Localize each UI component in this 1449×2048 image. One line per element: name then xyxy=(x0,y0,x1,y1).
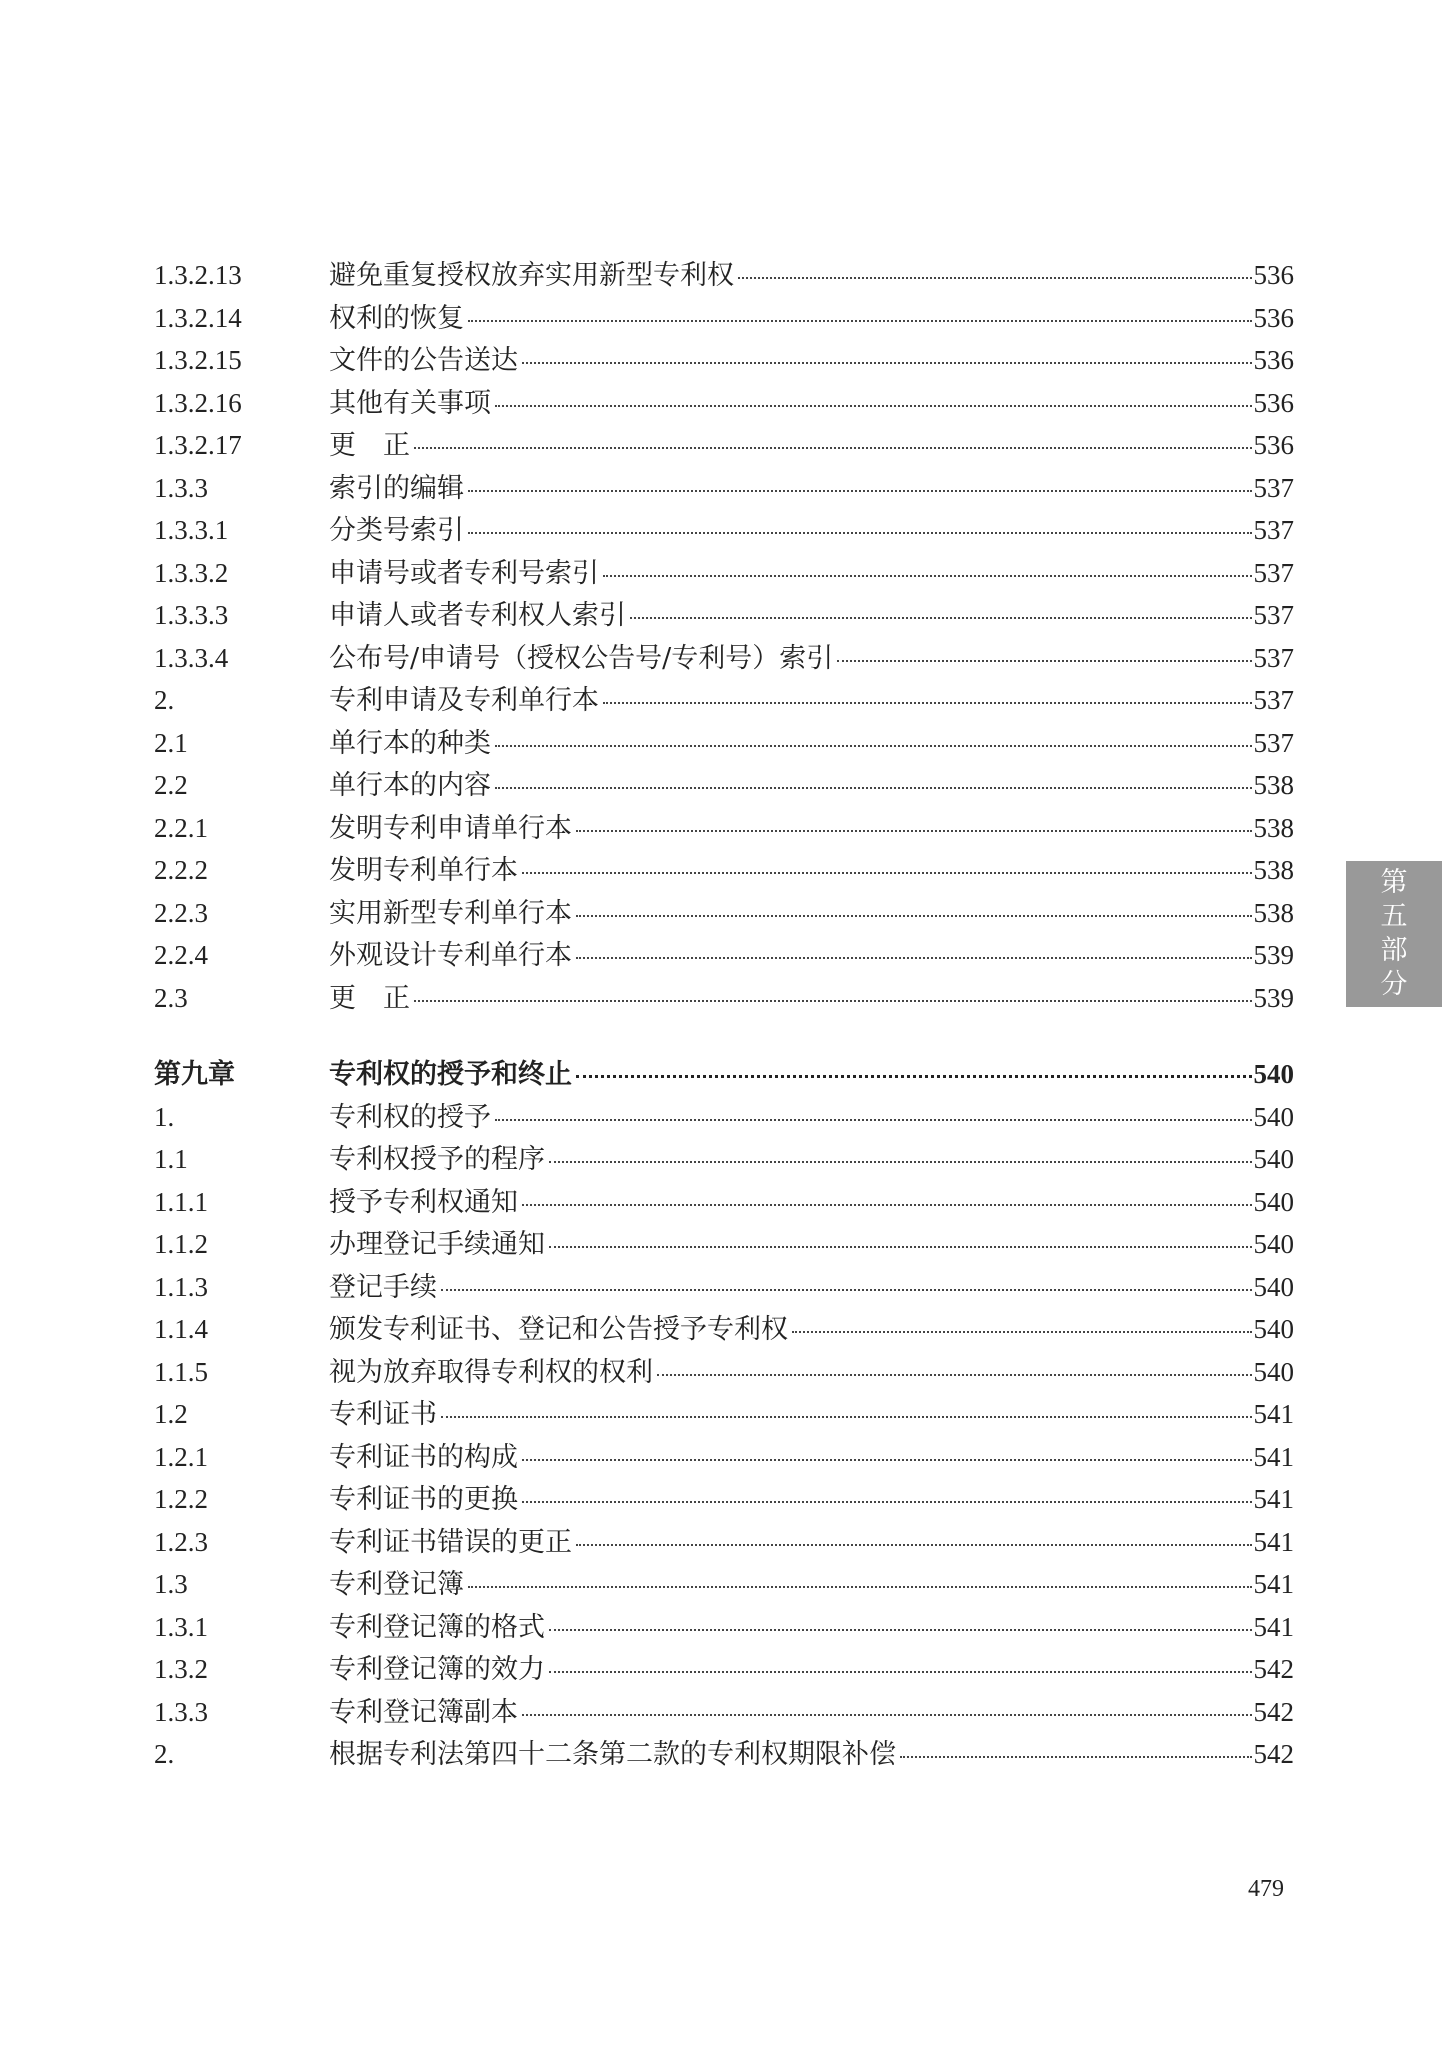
toc-dot-leader xyxy=(837,660,1251,662)
toc-dot-leader xyxy=(495,1119,1252,1121)
toc-dot-leader xyxy=(522,1459,1252,1461)
toc-section-title: 专利证书 xyxy=(329,1399,437,1430)
toc-row xyxy=(154,637,1294,680)
toc-page-number: 541 xyxy=(1253,1399,1294,1429)
toc-section-number: 1.2 xyxy=(154,1399,188,1429)
toc-dot-leader xyxy=(495,787,1252,789)
toc-section-number: 1. xyxy=(154,1101,175,1132)
toc-dot-leader xyxy=(522,362,1252,364)
toc-section-title: 登记手续 xyxy=(329,1271,437,1303)
toc-row xyxy=(154,764,1294,807)
toc-page-number: 540 xyxy=(1253,1356,1294,1387)
toc-section-title: 发明专利单行本 xyxy=(329,855,518,886)
toc-page-number: 540 xyxy=(1253,1101,1294,1132)
toc-section-title: 申请号或者专利号索引 xyxy=(329,557,599,589)
toc-row xyxy=(154,1478,1294,1521)
toc-section-number: 第九章 xyxy=(154,1059,235,1089)
table-of-contents xyxy=(154,254,1294,1776)
toc-section-number: 1.3.2.17 xyxy=(154,430,242,460)
toc-section-number: 1.3.2.14 xyxy=(154,302,242,333)
side-tab-char: 分 xyxy=(1380,969,1408,1000)
toc-section-title: 视为放弃取得专利权的权利 xyxy=(329,1356,653,1388)
toc-section-number: 1.3.2.15 xyxy=(154,345,242,375)
toc-page-number: 538 xyxy=(1253,770,1294,800)
toc-row xyxy=(154,1393,1294,1436)
toc-section-number: 2.2.3 xyxy=(154,897,208,928)
toc-section-number: 2. xyxy=(154,1739,175,1769)
toc-page-number: 537 xyxy=(1253,642,1294,673)
toc-section-number: 1.3.3 xyxy=(154,1696,208,1727)
toc-section-number: 1.1 xyxy=(154,1144,188,1174)
toc-row xyxy=(154,1223,1294,1266)
toc-section-title: 权利的恢复 xyxy=(329,302,464,334)
toc-section-number: 1.1.1 xyxy=(154,1186,208,1217)
toc-page-number: 536 xyxy=(1253,302,1294,333)
toc-row xyxy=(154,1691,1294,1734)
toc-row xyxy=(154,1308,1294,1351)
toc-section-title: 专利权的授予和终止 xyxy=(329,1059,572,1090)
toc-page-number: 537 xyxy=(1253,472,1294,503)
toc-section-number: 1.3.3.1 xyxy=(154,515,229,545)
toc-dot-leader xyxy=(576,830,1252,832)
toc-dot-leader xyxy=(522,1501,1252,1503)
toc-section-number: 1.3.1 xyxy=(154,1611,208,1642)
toc-page-number: 540 xyxy=(1253,1186,1294,1217)
toc-page-number: 536 xyxy=(1253,260,1294,290)
toc-dot-leader xyxy=(441,1289,1252,1291)
toc-dot-leader xyxy=(738,277,1252,279)
toc-section-number: 1.3.2.13 xyxy=(154,260,242,290)
toc-dot-leader xyxy=(495,745,1252,747)
toc-row xyxy=(154,339,1294,382)
toc-row xyxy=(154,424,1294,467)
toc-section-title: 单行本的种类 xyxy=(329,727,491,759)
toc-row xyxy=(154,892,1294,935)
toc-section-number: 2.2.2 xyxy=(154,855,208,885)
toc-section-number: 2. xyxy=(154,685,175,715)
toc-section-title: 办理登记手续通知 xyxy=(329,1229,545,1260)
toc-page-number: 538 xyxy=(1253,897,1294,928)
toc-dot-leader xyxy=(522,1714,1252,1716)
toc-section-number: 2.2.4 xyxy=(154,940,208,970)
toc-section-number: 2.3 xyxy=(154,982,188,1013)
toc-dot-leader xyxy=(576,1544,1252,1546)
toc-dot-leader xyxy=(468,320,1252,322)
toc-dot-leader xyxy=(576,1075,1252,1078)
toc-dot-leader xyxy=(657,1374,1252,1376)
toc-section-number: 1.2.1 xyxy=(154,1441,208,1472)
toc-section-title: 更 正 xyxy=(329,982,410,1014)
toc-dot-leader xyxy=(549,1161,1252,1163)
toc-dot-leader xyxy=(603,575,1252,577)
toc-dot-leader xyxy=(414,447,1252,449)
toc-section-number: 1.3.3.4 xyxy=(154,642,229,673)
toc-row xyxy=(154,1648,1294,1691)
toc-section-number: 1.3.3 xyxy=(154,472,208,503)
toc-page-number: 540 xyxy=(1253,1144,1294,1174)
toc-section-title: 专利证书的构成 xyxy=(329,1441,518,1473)
toc-dot-leader xyxy=(900,1756,1252,1758)
toc-page-number: 539 xyxy=(1253,940,1294,970)
toc-row xyxy=(154,297,1294,340)
toc-row xyxy=(154,722,1294,765)
toc-page-number: 541 xyxy=(1253,1441,1294,1472)
toc-page-number: 541 xyxy=(1253,1569,1294,1599)
toc-section-title: 专利证书错误的更正 xyxy=(329,1526,572,1558)
toc-section-number: 2.2 xyxy=(154,770,188,800)
toc-row xyxy=(154,594,1294,637)
toc-section-title: 专利申请及专利单行本 xyxy=(329,685,599,716)
toc-dot-leader xyxy=(468,490,1252,492)
toc-page-number: 536 xyxy=(1253,345,1294,375)
toc-section-title: 授予专利权通知 xyxy=(329,1186,518,1218)
toc-page-number: 537 xyxy=(1253,557,1294,588)
toc-row xyxy=(154,679,1294,722)
toc-row xyxy=(154,1351,1294,1394)
toc-row xyxy=(154,849,1294,892)
toc-section-title: 专利登记簿的格式 xyxy=(329,1611,545,1643)
toc-section-title: 专利登记簿 xyxy=(329,1569,464,1600)
toc-page-number: 541 xyxy=(1253,1611,1294,1642)
toc-dot-leader xyxy=(414,1000,1252,1002)
toc-section-title: 专利权的授予 xyxy=(329,1101,491,1133)
toc-section-number: 2.1 xyxy=(154,727,188,758)
toc-section-number: 1.1.5 xyxy=(154,1356,208,1387)
toc-page-number: 536 xyxy=(1253,387,1294,418)
toc-section-number: 1.1.4 xyxy=(154,1314,208,1344)
toc-dot-leader xyxy=(549,1246,1252,1248)
toc-section-number: 1.2.3 xyxy=(154,1526,208,1557)
toc-dot-leader xyxy=(792,1331,1252,1333)
toc-page-number: 541 xyxy=(1253,1526,1294,1557)
toc-section-number: 1.3.2.16 xyxy=(154,387,242,418)
toc-row xyxy=(154,1181,1294,1224)
toc-dot-leader xyxy=(468,1586,1252,1588)
toc-row xyxy=(154,1563,1294,1606)
toc-section-number: 1.1.2 xyxy=(154,1229,208,1259)
section-side-tab xyxy=(1346,861,1442,1007)
toc-page-number: 536 xyxy=(1253,430,1294,460)
toc-section-title: 申请人或者专利权人索引 xyxy=(329,600,626,631)
toc-page-number: 538 xyxy=(1253,855,1294,885)
toc-row xyxy=(154,934,1294,977)
toc-page-number: 539 xyxy=(1253,982,1294,1013)
toc-row xyxy=(154,1606,1294,1649)
toc-page-number: 537 xyxy=(1253,515,1294,545)
toc-row xyxy=(154,807,1294,850)
toc-row xyxy=(154,977,1294,1020)
toc-dot-leader xyxy=(576,957,1252,959)
toc-row xyxy=(154,1096,1294,1139)
toc-section-number: 1.3.3.3 xyxy=(154,600,229,630)
toc-row xyxy=(154,254,1294,297)
toc-section-title: 专利登记簿的效力 xyxy=(329,1654,545,1685)
toc-dot-leader xyxy=(522,872,1252,874)
toc-section-title: 发明专利申请单行本 xyxy=(329,812,572,844)
toc-section-number: 1.3 xyxy=(154,1569,188,1599)
side-tab-char: 部 xyxy=(1380,935,1408,966)
toc-section-title: 索引的编辑 xyxy=(329,472,464,504)
toc-section-title: 颁发专利证书、登记和公告授予专利权 xyxy=(329,1314,788,1345)
toc-dot-leader xyxy=(549,1671,1252,1673)
toc-page-number: 538 xyxy=(1253,812,1294,843)
toc-row xyxy=(154,509,1294,552)
toc-section-title: 外观设计专利单行本 xyxy=(329,940,572,971)
toc-dot-leader xyxy=(468,532,1252,534)
toc-page-number: 542 xyxy=(1253,1739,1294,1769)
toc-row xyxy=(154,1733,1294,1776)
toc-page-number: 537 xyxy=(1253,727,1294,758)
toc-section-title: 单行本的内容 xyxy=(329,770,491,801)
toc-page-number: 540 xyxy=(1253,1271,1294,1302)
toc-dot-leader xyxy=(630,617,1252,619)
toc-chapter-row xyxy=(154,1053,1294,1096)
toc-page-number: 542 xyxy=(1253,1696,1294,1727)
toc-section-title: 其他有关事项 xyxy=(329,387,491,419)
toc-section-number: 2.2.1 xyxy=(154,812,208,843)
toc-section-number: 1.2.2 xyxy=(154,1484,208,1514)
toc-row xyxy=(154,1138,1294,1181)
toc-page-number: 541 xyxy=(1253,1484,1294,1514)
side-tab-char: 五 xyxy=(1380,901,1408,932)
toc-page-number: 537 xyxy=(1253,685,1294,715)
toc-section-title: 避免重复授权放弃实用新型专利权 xyxy=(329,260,734,291)
toc-row xyxy=(154,467,1294,510)
toc-dot-leader xyxy=(522,1204,1252,1206)
toc-page-number: 540 xyxy=(1253,1059,1294,1089)
toc-dot-leader xyxy=(549,1629,1252,1631)
toc-section-title: 实用新型专利单行本 xyxy=(329,897,572,929)
toc-section-title: 专利登记簿副本 xyxy=(329,1696,518,1728)
toc-row xyxy=(154,382,1294,425)
toc-section-title: 公布号/申请号（授权公告号/专利号）索引 xyxy=(329,642,834,674)
toc-page-number: 540 xyxy=(1253,1229,1294,1259)
toc-section-title: 更 正 xyxy=(329,430,410,461)
toc-section-number: 1.3.2 xyxy=(154,1654,208,1684)
toc-section-number: 1.3.3.2 xyxy=(154,557,229,588)
toc-dot-leader xyxy=(495,405,1252,407)
toc-dot-leader xyxy=(441,1416,1252,1418)
toc-dot-leader xyxy=(603,702,1252,704)
toc-dot-leader xyxy=(576,915,1252,917)
toc-section-title: 专利证书的更换 xyxy=(329,1484,518,1515)
toc-page-number: 542 xyxy=(1253,1654,1294,1684)
toc-section-number: 1.1.3 xyxy=(154,1271,208,1302)
toc-section-title: 根据专利法第四十二条第二款的专利权期限补偿 xyxy=(329,1739,896,1770)
toc-page-number: 540 xyxy=(1253,1314,1294,1344)
toc-row xyxy=(154,552,1294,595)
toc-section-title: 专利权授予的程序 xyxy=(329,1144,545,1175)
toc-row xyxy=(154,1521,1294,1564)
toc-page-number: 537 xyxy=(1253,600,1294,630)
toc-section-title: 分类号索引 xyxy=(329,515,464,546)
toc-row xyxy=(154,1436,1294,1479)
toc-row xyxy=(154,1266,1294,1309)
page-number: 479 xyxy=(1248,1876,1284,1902)
side-tab-char: 第 xyxy=(1380,867,1408,898)
toc-section-title: 文件的公告送达 xyxy=(329,345,518,376)
